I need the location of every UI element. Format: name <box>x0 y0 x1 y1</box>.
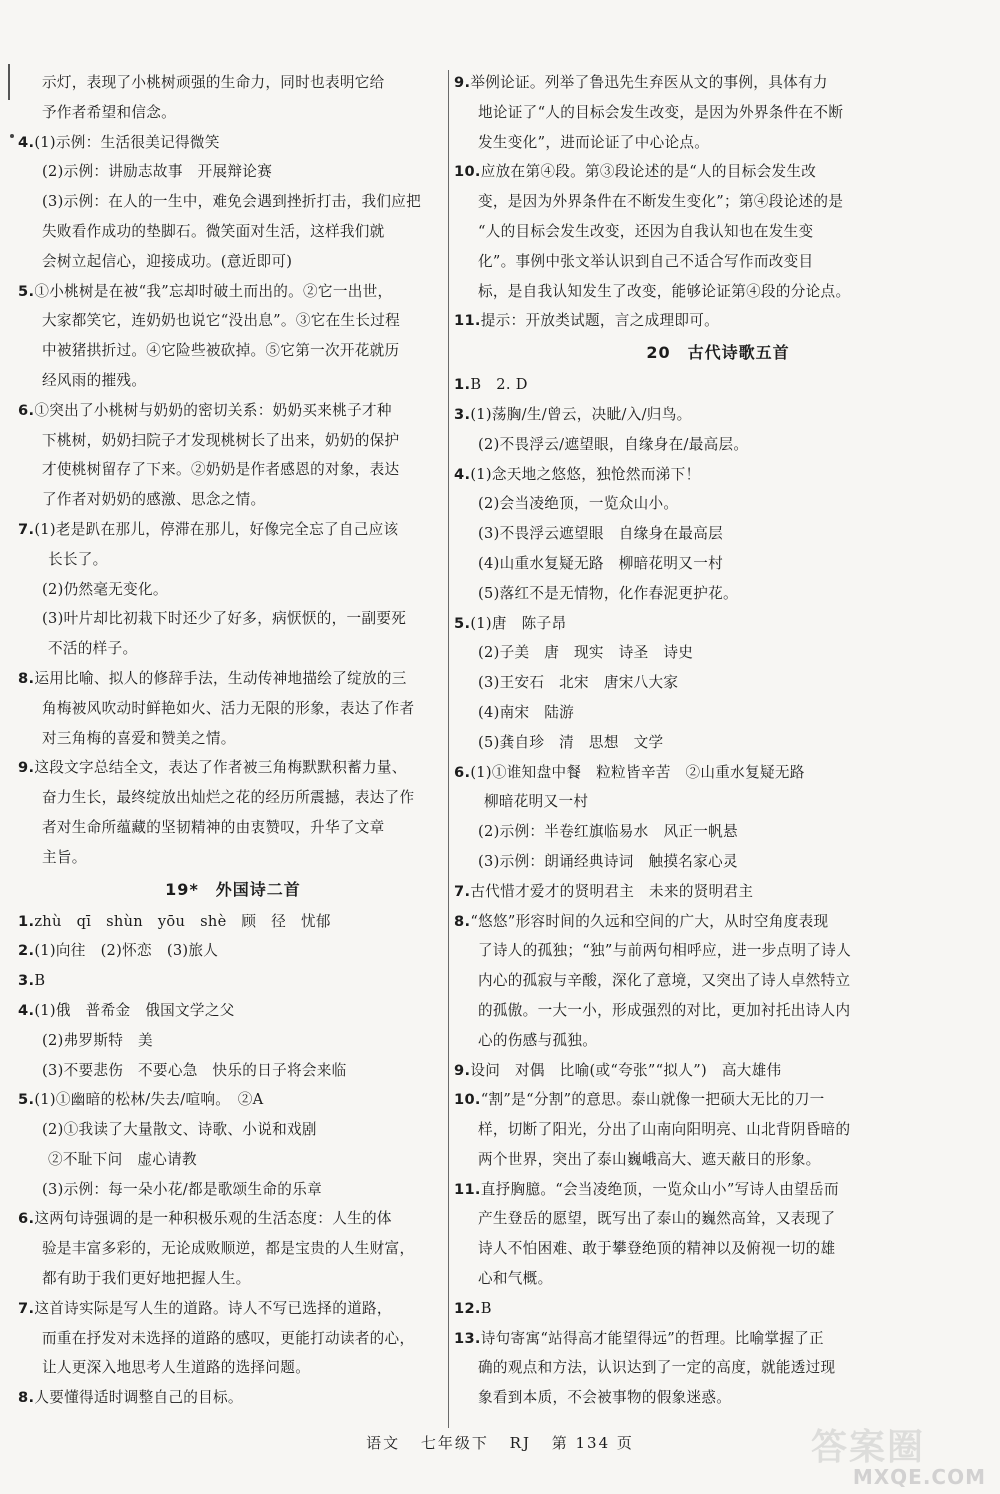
answer-line <box>454 728 982 758</box>
answer-line <box>454 187 982 217</box>
answer-item <box>454 609 982 639</box>
answer-line <box>454 247 982 277</box>
answer-text: (4)山重水复疑无路 柳暗花明又一村 <box>478 554 723 572</box>
answer-text: 诗人不怕困难、敢于攀登绝顶的精神以及俯视一切的雄 <box>478 1240 836 1258</box>
answer-text: 发生变化”，进而论证了中心论点。 <box>478 133 710 151</box>
answer-line <box>454 1234 982 1264</box>
answer-text: 的孤傲。一大一小，形成强烈的对比，更加衬托出诗人内 <box>478 1001 851 1019</box>
question-number: 6. <box>18 1210 35 1228</box>
answer-item <box>454 758 982 788</box>
question-number: 6. <box>18 401 35 419</box>
answer-line <box>18 187 448 217</box>
answer-line <box>454 817 982 847</box>
answer-line <box>18 485 448 515</box>
answer-line <box>454 519 982 549</box>
answer-text: (3)王安石 北宋 唐宋八大家 <box>478 674 679 692</box>
answer-text: 失败看作成功的垫脚石。微笑面对生活，这样我们就 <box>42 222 385 240</box>
answer-line <box>454 966 982 996</box>
answer-text: (1)念天地之悠悠，独怆然而涕下！ <box>470 465 701 483</box>
answer-line <box>454 698 982 728</box>
answer-line <box>454 277 982 307</box>
section-title: 19* 外国诗二首 <box>165 879 301 899</box>
answer-item <box>18 128 448 158</box>
answer-line <box>18 68 448 98</box>
answer-line <box>454 638 982 668</box>
margin-mark <box>8 64 10 100</box>
footer-grade: 七年级下 <box>420 1434 489 1452</box>
answer-line <box>18 694 448 724</box>
answer-text: (1)老是趴在那儿，停滞在那儿，好像完全忘了自己应该 <box>34 520 399 538</box>
footer-page-number: 第 134 页 <box>551 1434 634 1452</box>
answer-text: 才使桃树留存了下来。②奶奶是作者感恩的对象，表达 <box>42 461 400 479</box>
question-number: 7. <box>454 882 471 900</box>
answer-item <box>454 157 982 187</box>
answer-text: (5)落红不是无情物，化作春泥更护花。 <box>478 584 738 602</box>
answer-text: (1)示例：生活很美记得微笑 <box>34 133 220 151</box>
answer-text: (2)仍然毫无变化。 <box>42 580 168 598</box>
answer-item <box>454 1085 982 1115</box>
answer-line <box>454 98 982 128</box>
question-number: 5. <box>454 614 471 632</box>
answer-text: (4)南宋 陆游 <box>478 703 575 721</box>
answer-line <box>18 455 448 485</box>
answer-text: 了诗人的孤独；“独”与前两句相呼应，进一步点明了诗人 <box>478 942 851 960</box>
answer-line <box>454 1204 982 1234</box>
section-title: 20 古代诗歌五首 <box>646 343 790 363</box>
answer-item <box>454 1324 982 1354</box>
answer-line <box>18 1115 448 1145</box>
answer-text: zhù qī shùn yōu shè 顾 径 忧郁 <box>34 912 331 930</box>
answer-text: (1)俄 普希金 俄国文学之父 <box>34 1001 235 1019</box>
answer-text: 大家都笑它，连奶奶也说它“没出息”。③它在生长过程 <box>42 312 401 330</box>
answer-text: 直抒胸臆。“会当凌绝顶，一览众山小”写诗人由望岳而 <box>480 1180 839 1198</box>
answer-line <box>18 1175 448 1205</box>
answer-text: (3)叶片却比初栽下时还少了好多，病恹恹的，一副要死 <box>42 610 407 628</box>
answer-text: (1)向往 (2)怀恋 (3)旅人 <box>34 942 219 960</box>
answer-text: 都有助于我们更好地把握人生。 <box>42 1270 251 1288</box>
question-number: 11. <box>454 312 481 330</box>
question-number: 3. <box>454 405 471 423</box>
answer-text: 而重在抒发对未选择的道路的感叹，更能打动读者的心， <box>42 1329 415 1347</box>
answer-text: (2)不畏浮云/遮望眼，自缘身在/最高层。 <box>478 435 749 453</box>
question-number: 8. <box>18 669 35 687</box>
question-number: 11. <box>454 1180 481 1198</box>
answer-line <box>18 575 448 605</box>
question-number: 5. <box>18 1091 35 1109</box>
question-number: 13. <box>454 1329 481 1347</box>
answer-line <box>454 1383 982 1413</box>
answer-text: 古代惜才爱才的贤明君主 未来的贤明君主 <box>470 882 754 900</box>
answer-item <box>454 877 982 907</box>
answer-text: (1)唐 陈子昂 <box>470 614 567 632</box>
answer-line <box>18 98 448 128</box>
answer-item <box>454 907 982 937</box>
watermark-logo-text: 答案圈 <box>811 1427 926 1468</box>
answer-text: “割”是“分割”的意思。泰山就像一把硕大无比的刀一 <box>480 1091 825 1109</box>
answer-text: 这两句诗强调的是一种积极乐观的生活态度：人生的体 <box>34 1210 392 1228</box>
answer-line <box>18 306 448 336</box>
answer-line <box>18 1324 448 1354</box>
question-number: 9. <box>454 1061 471 1079</box>
answer-text: 举例论证。列举了鲁迅先生弃医从文的事例，具体有力 <box>470 74 828 91</box>
answer-text: (3)不畏浮云遮望眼 自缘身在最高层 <box>478 525 723 543</box>
answer-line <box>18 724 448 754</box>
answer-item <box>454 1056 982 1086</box>
answer-line <box>454 549 982 579</box>
question-number: 4. <box>454 465 471 483</box>
answer-item <box>18 1204 448 1234</box>
answer-text: 让人更深入地思考人生道路的选择问题。 <box>42 1359 311 1377</box>
answer-text: 下桃树，奶奶扫院子才发现桃树长了出来，奶奶的保护 <box>42 431 400 449</box>
right-column <box>454 68 982 1413</box>
answer-text: 了作者对奶奶的感激、思念之情。 <box>42 491 266 509</box>
answer-line <box>18 634 448 664</box>
answer-text: (3)示例：每一朵小花/都是歌颂生命的乐章 <box>42 1180 322 1198</box>
answer-text: 诗句寄寓“站得高才能望得远”的哲理。比喻掌握了正 <box>480 1329 824 1347</box>
answer-text: B <box>480 1299 492 1317</box>
answer-item <box>18 664 448 694</box>
answer-line <box>454 936 982 966</box>
answer-text: 这段文字总结全文，表达了作者被三角梅默默积蓄力量、 <box>34 759 407 777</box>
answer-line <box>18 545 448 575</box>
answer-item <box>454 460 982 490</box>
answer-text: (2)子美 唐 现实 诗圣 诗史 <box>478 644 694 662</box>
answer-text: ②不耻下问 虚心请教 <box>48 1150 197 1168</box>
answer-text: 象看到本质，不会被事物的假象迷惑。 <box>478 1389 732 1407</box>
answer-text: 地论证了“人的目标会发生改变，是因为外界条件在不断 <box>478 103 844 121</box>
answer-item <box>18 966 448 996</box>
answer-line <box>18 217 448 247</box>
answer-text: (1)①幽暗的松林/失去/喧响。 ②A <box>34 1091 264 1109</box>
answer-text: 设问 对偶 比喻(或“夸张”“拟人”) 高大雄伟 <box>470 1061 782 1079</box>
answer-item <box>18 996 448 1026</box>
answer-text: 心的伤感与孤独。 <box>478 1031 598 1049</box>
answer-item <box>454 370 982 400</box>
question-number: 10. <box>454 163 481 181</box>
answer-text: 确的观点和方法，认识达到了一定的高度，就能透过现 <box>478 1359 836 1377</box>
answer-line <box>18 1026 448 1056</box>
answer-text: 样，切断了阳光，分出了山南向阳明亮、山北背阴昏暗的 <box>478 1121 851 1139</box>
answer-text: 产生登岳的愿望，既写出了泰山的巍然高耸，又表现了 <box>478 1210 836 1228</box>
answer-item <box>18 396 448 426</box>
answer-item <box>454 1294 982 1324</box>
answer-text: 对三角梅的喜爱和赞美之情。 <box>42 729 236 747</box>
answer-text: 会树立起信心，迎接成功。(意近即可) <box>42 252 293 270</box>
answer-text: 验是丰富多彩的，无论成败顺逆，都是宝贵的人生财富， <box>42 1240 415 1258</box>
answer-line <box>454 579 982 609</box>
column-divider <box>448 70 449 1428</box>
answer-line <box>454 1353 982 1383</box>
question-number: 9. <box>18 759 35 777</box>
answer-line <box>18 783 448 813</box>
answer-text: ①突出了小桃树与奶奶的密切关系：奶奶买来桃子才种 <box>34 401 392 419</box>
answer-text: 角梅被风吹动时鲜艳如火、活力无限的形象，表达了作者 <box>42 699 415 717</box>
answer-text: 两个世界，突出了泰山巍峨高大、遮天蔽日的形象。 <box>478 1150 821 1168</box>
answer-item <box>18 1085 448 1115</box>
question-number: 3. <box>18 972 35 990</box>
answer-line <box>18 604 448 634</box>
question-number: 6. <box>454 763 471 781</box>
answer-line <box>18 1145 448 1175</box>
answer-text: 经风雨的摧残。 <box>42 371 147 389</box>
answer-text: (2)①我读了大量散文、诗歌、小说和戏剧 <box>42 1121 317 1139</box>
answer-text: 柳暗花明又一村 <box>484 793 589 811</box>
answer-text: (5)龚自珍 清 思想 文学 <box>478 733 664 751</box>
answer-text: B <box>34 972 46 990</box>
answer-item <box>18 277 448 307</box>
answer-text: “悠悠”形容时间的久远和空间的广大，从时空角度表现 <box>470 912 829 930</box>
answer-text: (3)示例：在人的一生中，难免会遇到挫折打击，我们应把 <box>42 193 422 211</box>
answer-text: B 2. D <box>470 376 528 394</box>
answer-text: 示灯，表现了小桃树顽强的生命力，同时也表明它给 <box>42 74 385 91</box>
answer-text: (2)示例：半卷红旗临易水 风正一帆悬 <box>478 823 738 841</box>
answer-item <box>18 936 448 966</box>
answer-line <box>454 128 982 158</box>
answer-text: (2)示例：讲励志故事 开展辩论赛 <box>42 163 273 181</box>
answer-text: 中被猪拱折过。④它险些被砍掉。⑤它第一次开花就历 <box>42 342 400 360</box>
answer-item <box>18 1383 448 1413</box>
answer-line <box>18 336 448 366</box>
footer-edition: RJ <box>509 1434 531 1452</box>
answer-line <box>18 1234 448 1264</box>
answer-line <box>18 813 448 843</box>
answer-item <box>454 400 982 430</box>
answer-text: ①小桃树是在被“我”忘却时破土而出的。②它一出世， <box>34 282 393 300</box>
answer-line <box>18 1264 448 1294</box>
question-number: 10. <box>454 1091 481 1109</box>
answer-line <box>454 1115 982 1145</box>
footer-subject: 语文 <box>366 1434 401 1452</box>
answer-line <box>454 217 982 247</box>
answer-text: 这首诗实际是写人生的道路。诗人不写已选择的道路， <box>34 1299 392 1317</box>
answer-text: 主旨。 <box>42 848 87 866</box>
answer-line <box>18 426 448 456</box>
question-number: 12. <box>454 1299 481 1317</box>
answer-line <box>454 787 982 817</box>
site-watermark <box>811 1427 986 1489</box>
question-number: 1. <box>454 376 471 394</box>
answer-text: 人要懂得适时调整自己的目标。 <box>34 1389 243 1407</box>
answer-text: 提示：开放类试题，言之成理即可。 <box>480 312 720 330</box>
answer-line <box>18 247 448 277</box>
answer-text: 标，是自我认知发生了改变，能够论证第④段的分论点。 <box>478 282 851 300</box>
question-number: 8. <box>18 1389 35 1407</box>
answer-item <box>18 753 448 783</box>
answer-text: 内心的孤寂与辛酸，深化了意境，又突出了诗人卓然特立 <box>478 972 851 990</box>
answer-line <box>18 843 448 873</box>
question-number: 4. <box>18 133 35 151</box>
answer-text: 心和气概。 <box>478 1270 553 1288</box>
answer-line <box>18 1056 448 1086</box>
answer-line <box>454 430 982 460</box>
answer-line <box>454 489 982 519</box>
answer-line <box>454 1264 982 1294</box>
answer-line <box>454 996 982 1026</box>
question-number: 4. <box>18 1001 35 1019</box>
answer-text: 长长了。 <box>48 550 108 568</box>
answer-text: (2)会当凌绝顶，一览众山小。 <box>478 495 679 513</box>
answer-text: 化”。事例中张文举认识到自己不适合写作而改变目 <box>478 252 814 270</box>
answer-line <box>18 1353 448 1383</box>
answer-text: “人的目标会发生改变，还因为自我认知也在发生变 <box>478 222 814 240</box>
answer-line <box>454 1026 982 1056</box>
answer-line <box>454 668 982 698</box>
answer-text: 者对生命所蕴藏的坚韧精神的由衷赞叹，升华了文章 <box>42 818 385 836</box>
answer-line <box>18 366 448 396</box>
answer-text: (3)不要悲伤 不要心急 快乐的日子将会来临 <box>42 1061 347 1079</box>
question-number: 5. <box>18 282 35 300</box>
answer-text: (1)①谁知盘中餐 粒粒皆辛苦 ②山重水复疑无路 <box>470 763 805 781</box>
question-number: 7. <box>18 1299 35 1317</box>
question-number: 2. <box>18 942 35 960</box>
answer-text: 应放在第④段。第③段论述的是“人的目标会发生改 <box>480 163 817 181</box>
margin-dot <box>10 134 14 138</box>
answer-line <box>454 1145 982 1175</box>
watermark-url: MXQE.COM <box>852 1465 986 1489</box>
answer-text: (1)荡胸/生/曾云，决眦/入/归鸟。 <box>470 405 692 423</box>
answer-line <box>18 157 448 187</box>
question-number: 1. <box>18 912 35 930</box>
answer-text: (3)示例：朗诵经典诗词 触摸名家心灵 <box>478 852 738 870</box>
answer-text: 予作者希望和信念。 <box>42 103 177 121</box>
answer-item <box>18 1294 448 1324</box>
answer-item <box>454 68 982 98</box>
answer-text: 变，是因为外界条件在不断发生变化”；第④段论述的是 <box>478 193 844 211</box>
answer-text: 奋力生长，最终绽放出灿烂之花的经历所震撼，表达了作 <box>42 789 415 807</box>
left-column <box>18 68 448 1413</box>
answer-text: 不活的样子。 <box>48 640 138 658</box>
answer-item <box>454 1175 982 1205</box>
question-number: 8. <box>454 912 471 930</box>
answer-item <box>454 306 982 336</box>
answer-line <box>454 847 982 877</box>
answer-item <box>18 907 448 937</box>
answer-text: 运用比喻、拟人的修辞手法，生动传神地描绘了绽放的三 <box>34 669 407 687</box>
question-number: 7. <box>18 520 35 538</box>
answer-item <box>18 515 448 545</box>
answer-text: (2)弗罗斯特 美 <box>42 1031 153 1049</box>
question-number: 9. <box>454 74 471 91</box>
